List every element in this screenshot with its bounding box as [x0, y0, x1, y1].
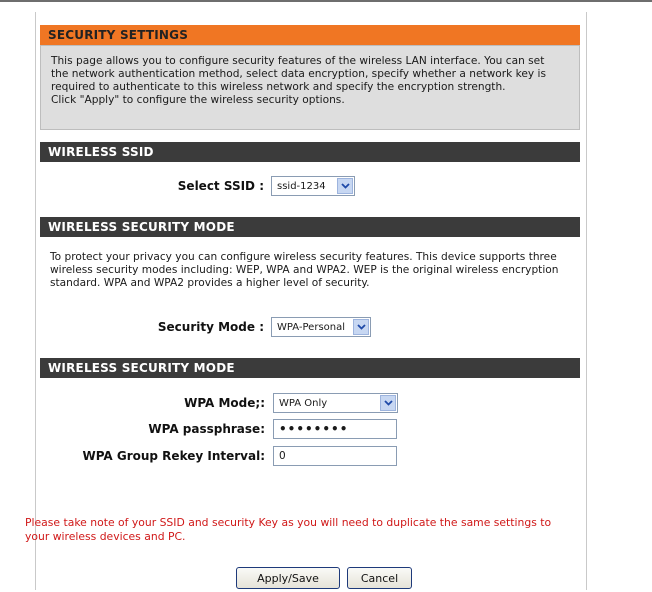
security-settings-intro [40, 45, 580, 130]
apply-save-button[interactable]: Apply/Save [236, 567, 340, 589]
chevron-down-icon[interactable] [380, 395, 396, 411]
wpa-passphrase-input[interactable]: •••••••• [273, 419, 397, 439]
wpa-mode-label: WPA Mode;: [184, 396, 265, 410]
security-mode-dropdown[interactable] [271, 317, 371, 337]
intro-line: This page allows you to configure security features of the wireless LAN interface. You can set [51, 55, 545, 67]
security-mode-desc-line: wireless security modes including: WEP, WPA and WPA2. WEP is the original wireless encryption [50, 264, 559, 276]
wpa-mode-value: WPA Only [279, 397, 328, 409]
wireless-ssid-panel [40, 162, 580, 202]
wpa-rekey-interval-label: WPA Group Rekey Interval: [82, 449, 265, 463]
chevron-down-icon[interactable] [353, 319, 369, 335]
security-mode-label: Security Mode : [157, 320, 264, 334]
wpa-settings-header: WIRELESS SECURITY MODE [40, 358, 580, 378]
wpa-mode-dropdown[interactable] [273, 393, 398, 413]
top-divider [0, 0, 652, 2]
settings-note-line: Please take note of your SSID and security Key as you will need to duplicate the same settings to [25, 516, 552, 529]
security-mode-header: WIRELESS SECURITY MODE [40, 217, 580, 237]
intro-line: required to authenticate to this wireless network and specify the encryption strength. [51, 81, 506, 93]
security-mode-panel [40, 237, 580, 341]
chevron-down-icon[interactable] [337, 178, 353, 194]
settings-note [25, 516, 625, 544]
security-mode-desc-line: To protect your privacy you can configure wireless security features. This device supports three [50, 251, 557, 263]
wpa-rekey-interval-input[interactable]: 0 [273, 446, 397, 466]
cancel-button[interactable]: Cancel [347, 567, 412, 589]
wireless-ssid-header: WIRELESS SSID [40, 142, 580, 162]
select-ssid-label: Select SSID : [177, 179, 264, 193]
settings-note-line: your wireless devices and PC. [25, 530, 186, 543]
wpa-settings-panel [40, 378, 580, 490]
security-settings-header: SECURITY SETTINGS [40, 25, 580, 45]
select-ssid-dropdown[interactable] [271, 176, 355, 196]
intro-line: the network authentication method, select data encryption, specify whether a network key is [51, 68, 547, 80]
security-mode-desc-line: standard. WPA and WPA2 provides a higher level of security. [50, 277, 370, 289]
wpa-passphrase-label: WPA passphrase: [148, 422, 265, 436]
intro-line: Click "Apply" to configure the wireless security options. [51, 94, 345, 106]
security-mode-value: WPA-Personal [277, 321, 346, 333]
select-ssid-value: ssid-1234 [277, 180, 326, 192]
